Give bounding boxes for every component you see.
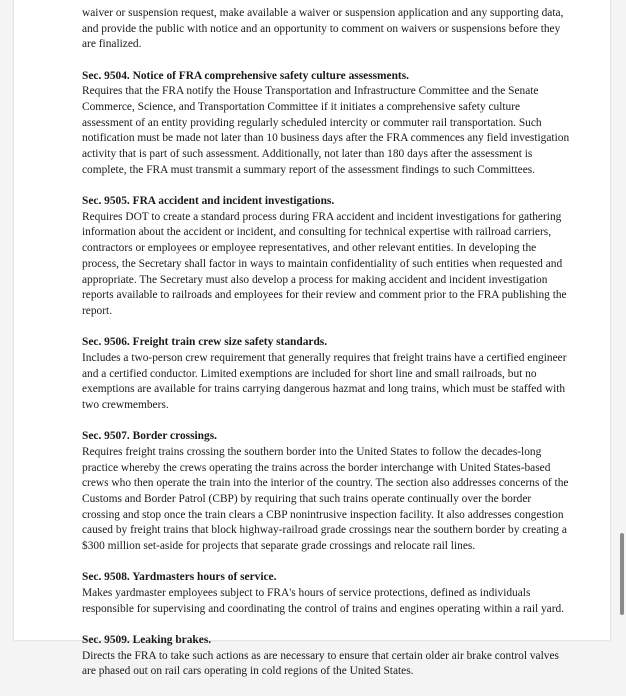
section-body: Directs the FRA to take such actions as are necessary to ensure that certain older air brake control valves are phased out on rail cars operating in cold regions of the United States. — [82, 649, 559, 678]
section-title: Sec. 9507. Border crossings. — [82, 430, 217, 443]
section-title: Sec. 9506. Freight train crew size safety standards. — [82, 336, 328, 349]
section-title: Sec. 9509. Leaking brakes. — [82, 633, 212, 646]
scrollbar-track[interactable] — [618, 0, 626, 640]
document-page — [14, 0, 610, 678]
section-title: Sec. 9508. Yardmasters hours of service. — [82, 571, 277, 584]
continuation-paragraph: waiver or suspension request, make available a waiver or suspension application and any supporting data, and provide the public with notice and an opportunity to comment on waivers or suspensions before they are finalized. — [82, 7, 564, 51]
scrollbar-thumb[interactable] — [620, 533, 624, 615]
section-body: Requires DOT to create a standard process during FRA accident and incident investigations for gathering information about the accident or incident, and consulting for technical expertise with railroad carriers, contractors or employees or employee representatives, and other relevant entities. In developing the process, the Secretary shall factor in ways to maintain confidentiality of such entities when requested and appropriate. The Secretary must also develop a process for making accident and incident investigation reports available to railroads and employees for their review and comment prior to the FRA publishing the report. — [82, 210, 567, 317]
section-9509 — [82, 633, 570, 680]
section-body: Requires freight trains crossing the southern border into the United States to follow the decades-long practice whereby the crews operating the trains across the border interchange with United States-based crews who then operate the train into the interior of the country. The section also addresses concerns of the Customs and Border Patrol (CBP) by requiring that such trains operate continually over the border crossing and stop once the train clears a CBP nonintrusive inspection facility. It also addresses congestion caused by freight trains that block highway-railroad grade crossings near the southern border by creating a $300 million set-aside for projects that separate grade crossings and relocate rail lines. — [82, 445, 569, 553]
section-9507 — [82, 429, 570, 555]
section-9505 — [82, 194, 570, 320]
document-content — [82, 6, 570, 696]
section-9506 — [82, 335, 570, 414]
section-title: Sec. 9505. FRA accident and incident investigations. — [82, 195, 335, 208]
section-body: Requires that the FRA notify the House Transportation and Infrastructure Committee and the Senate Commerce, Science, and Transportation Committee if it initiates a comprehensive safety culture assessment of an entity providing regularly scheduled intercity or commuter rail transportation. Such notification must be made not later than 10 business days after the FRA commences any field investigation activity that is part of such assessment. Additionally, not later than 180 days after the assessment is complete, the FRA must transmit a summary report of the assessment findings to such Committees. — [82, 85, 570, 176]
section-body: Makes yardmaster employees subject to FRA's hours of service protections, defined as individuals responsible for supervising and coordinating the control of trains and engines operating within a rail yard. — [82, 587, 565, 615]
section-9508 — [82, 570, 570, 617]
section-9504 — [82, 69, 570, 179]
section-title: Sec. 9504. Notice of FRA comprehensive safety culture assessments. — [82, 69, 410, 82]
section-body: Includes a two-person crew requirement that generally requires that freight trains have a certified engineer and a certified conductor. Limited exemptions are included for short line and small railroads, but no exemptions are available for trains carrying dangerous hazmat and long trains, which must be staffed with two crewmembers. — [82, 351, 567, 411]
